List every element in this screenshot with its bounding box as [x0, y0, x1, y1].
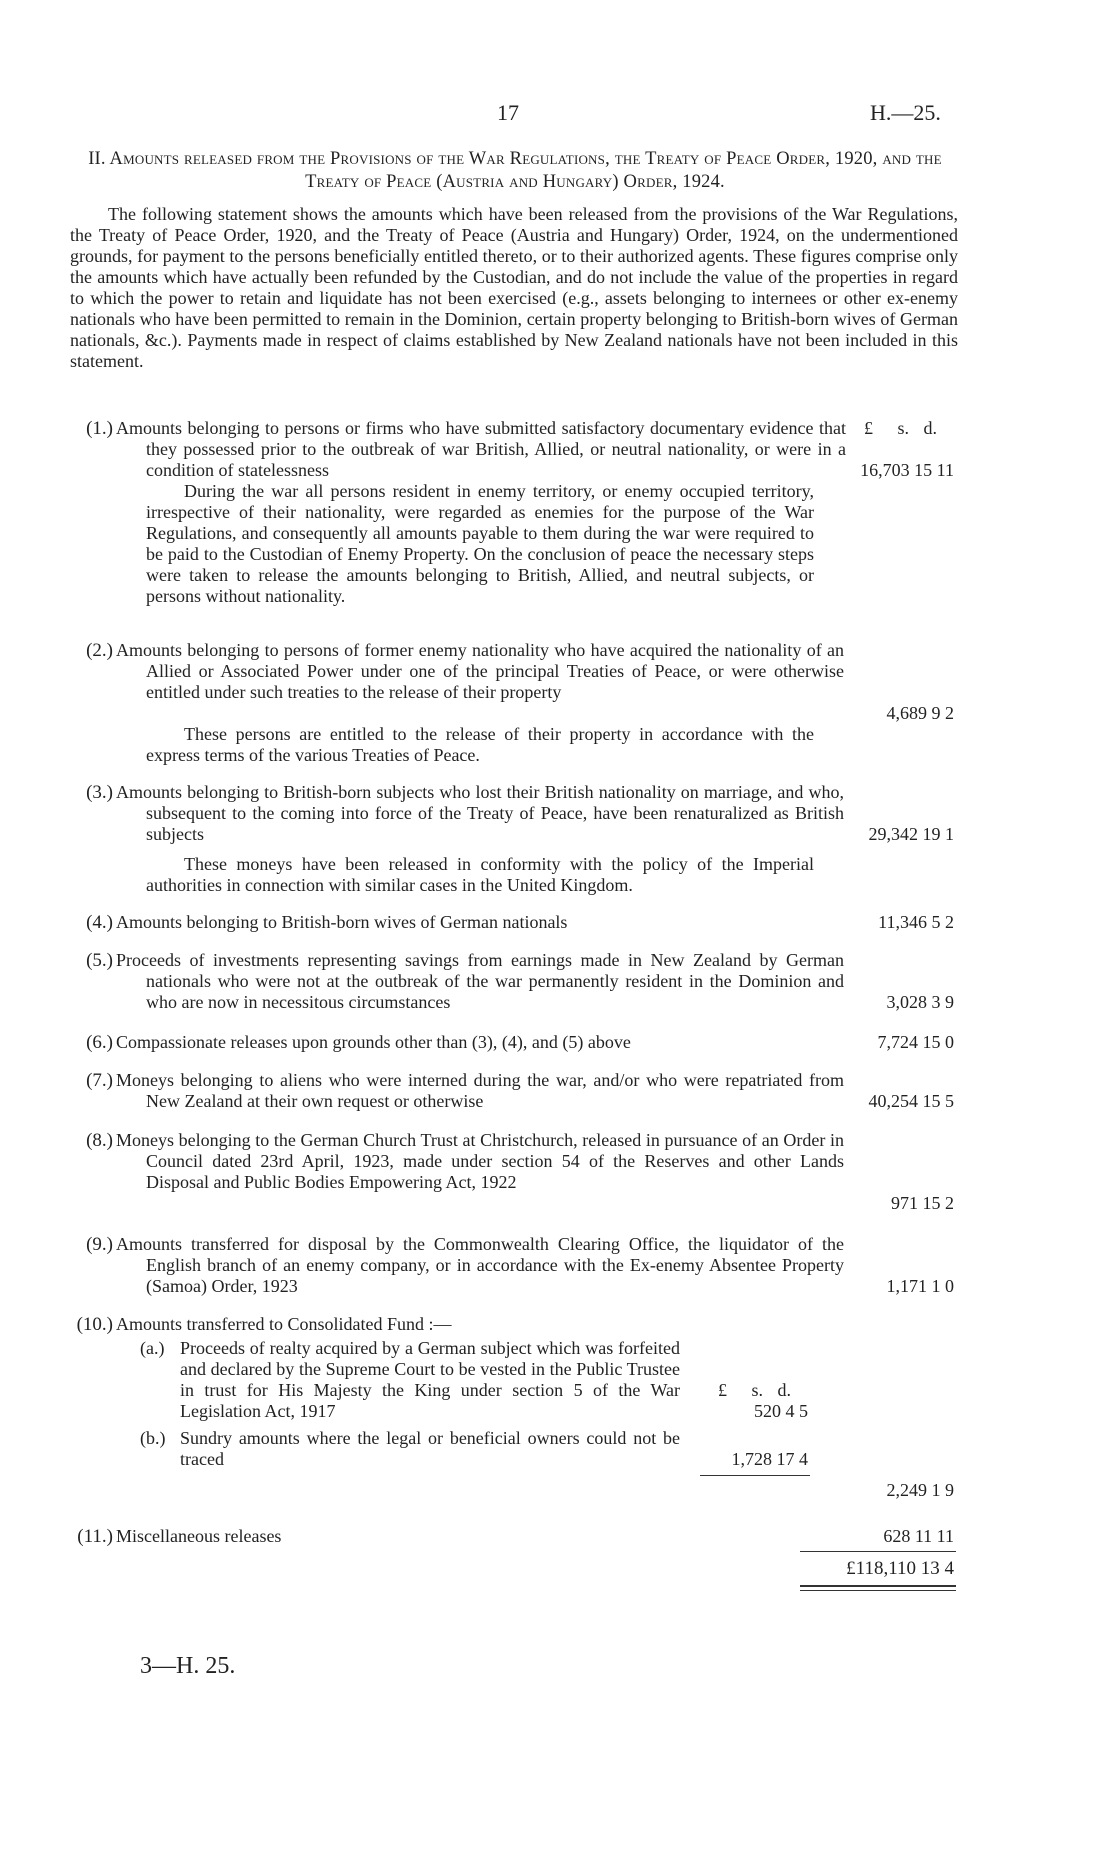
sub-pence-header: d. — [777, 1380, 792, 1400]
item-number: (7.) — [86, 1070, 113, 1091]
sub-pounds-header: £ — [718, 1380, 727, 1400]
item-number: (6.) — [86, 1032, 113, 1053]
sub-item-label: (a.) — [140, 1338, 165, 1358]
item-amount: 16,703 15 11 — [860, 460, 954, 480]
sub-money-header — [718, 1380, 791, 1401]
item-number: (10.) — [76, 1314, 113, 1335]
item-amount: 7,724 15 0 — [877, 1032, 954, 1052]
item-amount: 971 15 2 — [891, 1193, 954, 1213]
item-number: (8.) — [86, 1130, 113, 1151]
item-note: During the war all persons resident in enemy territory, or enemy occupied territory, irrespective of their nationality, were regarded as enemies for the purpose of the War Regulations, and consequently all amounts payable to them during the war were required to be paid to the Custodian of Enemy Property. On the conclusion of peace the necessary steps were taken to release the amounts belonging to British, Allied, and neutral subjects, or persons without nationality. — [146, 481, 814, 606]
pence-header: d. — [923, 418, 938, 438]
double-rule-bottom — [800, 1590, 956, 1591]
item-number: (2.) — [86, 640, 113, 661]
sub-item-text: Proceeds of realty acquired by a German subject which was forfeited and declared by the Supreme Court to be vested in the Public Trustee in trust for His Majesty the King under section 5 of the War Legislation Act, 1917 — [180, 1338, 680, 1421]
footer-reference: 3—H. 25. — [140, 1653, 236, 1679]
item-amount: 628 11 11 — [883, 1526, 954, 1546]
item-number: (11.) — [77, 1526, 113, 1547]
item-amount: 11,346 5 2 — [878, 912, 954, 932]
item-text: Moneys belonging to the German Church Trust at Christchurch, released in pursuance of an Order in Council dated 23rd April, 1923, made under section 54 of the Reserves and other Lands Disposal and Public Bodies Empowering Act, 1922 — [116, 1130, 844, 1192]
item-note: These persons are entitled to the release of their property in accordance with the express terms of the various Treaties of Peace. — [146, 724, 814, 765]
item-amount: 40,254 15 5 — [868, 1091, 954, 1111]
item-text: Amounts belonging to British-born wives of German nationals — [116, 912, 568, 932]
item-number: (5.) — [86, 950, 113, 971]
sub-shillings-header: s. — [751, 1380, 764, 1400]
grand-total: £118,110 13 4 — [846, 1558, 954, 1579]
intro-paragraph: The following statement shows the amounts which have been released from the provisions of the War Regulations, the Treaty of Peace Order, 1920, and the Treaty of Peace (Austria and Hungary) Order, 1924, on the undermentioned grounds, for payment to the persons beneficially entitled thereto, or to their authorized agents. These figures comprise only the amounts which have actually been refunded by the Custodian, and do not include the value of the properties in regard to which the power to retain and liquidate has not been exercised (e.g., assets belonging to internees or other ex-enemy nationals who have been permitted to remain in the Dominion, certain property belonging to British-born wives of German nationals, &c.). Payments made in respect of claims established by New Zealand nationals have not been included in this statement. — [70, 204, 958, 371]
item-amount: 4,689 9 2 — [886, 703, 954, 723]
money-header — [864, 418, 954, 439]
shillings-header: s. — [897, 418, 910, 438]
sub-item-amount: 520 4 5 — [754, 1401, 808, 1421]
double-rule-top — [800, 1585, 956, 1587]
item-amount: 2,249 1 9 — [886, 1480, 954, 1500]
pounds-header: £ — [864, 418, 873, 438]
page-number: 17 — [497, 100, 519, 125]
item-text: Amounts belonging to British-born subjects who lost their British nationality on marriage, and who, subsequent to the coming into force of the Treaty of Peace, have been renaturalized as British subjects — [116, 782, 844, 844]
item-text: Proceeds of investments representing savings from earnings made in New Zealand by German nationals who were not at the outbreak of the war permanently resident in the Dominion and who are now in necessitous circumstances — [116, 950, 844, 1012]
item-amount: 3,028 3 9 — [886, 992, 954, 1012]
item-number: (1.) — [86, 418, 113, 439]
section-heading: II. Amounts released from the Provisions of the War Regulations, the Treaty of Peace Order, 1920, and the Treaty of Peace (Austria and Hungary) Order, 1924. — [88, 149, 942, 192]
item-text: Amounts belonging to persons or firms who have submitted satisfactory documentary evidence that they possessed prior to the outbreak of war British, Allied, or neutral nationality, or were in a condition of statelessness — [116, 418, 846, 480]
item-text: Compassionate releases upon grounds other than (3), (4), and (5) above — [116, 1032, 631, 1052]
item-text: Amounts transferred for disposal by the Commonwealth Clearing Office, the liquidator of the English branch of an enemy company, or in accordance with the Ex-enemy Absentee Property (Samoa) Order, 1923 — [116, 1234, 844, 1296]
item-text: Miscellaneous releases — [116, 1526, 282, 1546]
page-reference: H.—25. — [870, 100, 941, 125]
item-text: Amounts transferred to Consolidated Fund :— — [116, 1314, 452, 1334]
sub-item-amount: 1,728 17 4 — [731, 1449, 808, 1469]
total-rule — [800, 1551, 956, 1552]
item-note: These moneys have been released in conformity with the policy of the Imperial authorities in connection with similar cases in the United Kingdom. — [146, 854, 814, 895]
sub-item-label: (b.) — [140, 1428, 166, 1448]
item-number: (3.) — [86, 782, 113, 803]
item-amount: 1,171 1 0 — [886, 1276, 954, 1296]
sub-item-text: Sundry amounts where the legal or beneficial owners could not be traced — [180, 1428, 680, 1469]
item-amount: 29,342 19 1 — [868, 824, 954, 844]
item-number: (4.) — [86, 912, 113, 933]
item-text: Amounts belonging to persons of former enemy nationality who have acquired the nationality of an Allied or Associated Power under one of the principal Treaties of Peace, or were otherwise entitled under such treaties to the release of their property — [116, 640, 844, 702]
item-number: (9.) — [86, 1234, 113, 1255]
item-text: Moneys belonging to aliens who were interned during the war, and/or who were repatriated from New Zealand at their own request or otherwise — [116, 1070, 844, 1111]
subtotal-rule — [700, 1475, 810, 1476]
